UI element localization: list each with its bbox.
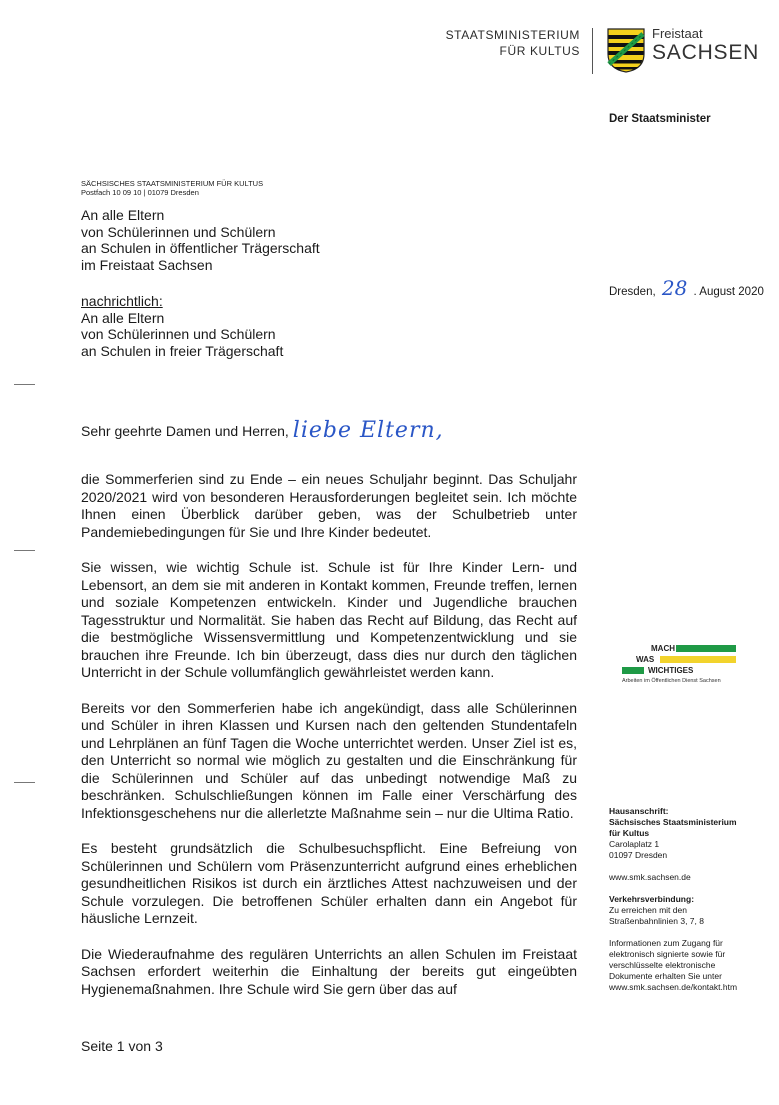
body-paragraph: Die Wiederaufnahme des regulären Unterrichts an allen Schulen im Freistaat Sachsen erfordert weiterhin die Einhaltung der bereits gut eingeübten Hygienemaßnahmen. Ihre Schule wird Sie gern über das auf bbox=[81, 945, 577, 997]
page-number: Seite 1 von 3 bbox=[81, 1038, 163, 1054]
campaign-bar-green bbox=[676, 645, 736, 652]
body-paragraph: die Sommerferien sind zu Ende – ein neues Schuljahr beginnt. Das Schuljahr 2020/2021 wird von besonderen Herausforderungen begleitet sein. Ich möchte Ihnen einen Überblick darüber geben, was der Schulbetrieb unter Pandemiebedingungen für Sie und Ihre Kinder bedeutet. bbox=[81, 471, 577, 540]
info-line: verschlüsselte elektronische bbox=[609, 960, 716, 970]
postal-address bbox=[609, 806, 769, 861]
transport-line: Zu erreichen mit den bbox=[609, 905, 687, 915]
campaign-word-mach: MACH bbox=[651, 644, 675, 653]
salutation bbox=[81, 418, 444, 443]
fold-mark bbox=[14, 550, 35, 551]
ministry-name bbox=[420, 27, 580, 59]
postal-city: 01097 Dresden bbox=[609, 850, 668, 860]
body-paragraph: Es besteht grundsätzlich die Schulbesuchspflicht. Eine Befreiung von Schülerinnen und Schülern vom Präsenzunterricht aufgrund eines erheblichen gesundheitlichen Risikos ist durch ein ärztliches Attest nachzuweisen und der Schule vorzulegen. Die betroffenen Schüler erhalten dann ein Angebot für häusliche Lernzeit. bbox=[81, 840, 577, 926]
recipient-line: An alle Eltern bbox=[81, 207, 165, 223]
postal-street: Carolaplatz 1 bbox=[609, 839, 660, 849]
saxony-coat-of-arms-icon bbox=[607, 28, 645, 73]
cc-label: nachrichtlich: bbox=[81, 293, 163, 309]
transport-line: Straßenbahnlinien 3, 7, 8 bbox=[609, 916, 704, 926]
body-paragraph: Bereits vor den Sommerferien habe ich angekündigt, dass alle Schülerinnen und Schüler in ihren Klassen und Kursen nach den geltenden Stundentafeln und Lehrplänen an fünf Tagen die Woche unterrichtet werden. Unser Ziel ist es, den Unterricht so normal wie möglich zu gestalten und die Einschränkung für die Schülerinnen und Schüler auf das unbedingt notwendige Maß zu beschränken. Schulschließungen können im Falle einer Verschärfung des Infektionsgeschehens nur die allerletzte Maßnahme sein – nur die Ultima Ratio. bbox=[81, 699, 577, 821]
date-month-year: . August 2020 bbox=[693, 286, 764, 298]
state-label bbox=[652, 27, 759, 65]
cc-line: An alle Eltern bbox=[81, 309, 165, 326]
website-link[interactable]: www.smk.sachsen.de bbox=[609, 872, 691, 882]
minister-title: Der Staatsminister bbox=[609, 113, 711, 125]
contact-link[interactable]: www.smk.sachsen.de/kontakt.htm bbox=[609, 982, 738, 992]
recipient-line: an Schulen in öffentlicher Trägerschaft bbox=[81, 240, 320, 256]
info-line: elektronisch signierte sowie für bbox=[609, 949, 726, 959]
transport-info bbox=[609, 894, 769, 927]
return-address-line1: SÄCHSISCHES STAATSMINISTERIUM FÜR KULTUS bbox=[81, 179, 264, 188]
cc-block bbox=[81, 293, 283, 359]
letter-body bbox=[81, 471, 577, 1016]
sidebar-contact-info bbox=[609, 806, 769, 1004]
recipient-line: von Schülerinnen und Schülern bbox=[81, 223, 276, 240]
ministry-name-line1: STAATSMINISTERIUM bbox=[445, 28, 580, 42]
header-divider bbox=[592, 28, 593, 74]
salutation-text: Sehr geehrte Damen und Herren, bbox=[81, 422, 289, 439]
campaign-word-wichtiges: WICHTIGES bbox=[648, 666, 694, 675]
return-address-line2: Postfach 10 09 10 | 01079 Dresden bbox=[81, 188, 199, 197]
date-day-handwritten: 28 bbox=[661, 276, 688, 300]
campaign-bar-yellow bbox=[660, 656, 736, 663]
body-paragraph: Sie wissen, wie wichtig Schule ist. Schule ist für Ihre Kinder Lern- und Lebensort, an dem sie mit anderen in Kontakt kommen, Freunde treffen, lernen und soziale Kompetenzen entwickeln. Kinder und Jugendliche brauchen Tagesstruktur und Normalität. Sie haben das Recht auf Bildung, das Recht auf die bestmögliche Wissensvermittlung und Kompetenzentwicklung und sie brauchen ihre Freunde. Ich bin überzeugt, dass dies nur durch den täglichen Unterricht in der Schule vollumfänglich gewährleistet werden kann. bbox=[81, 559, 577, 680]
campaign-logo bbox=[622, 641, 747, 689]
postal-name: Sächsisches Staatsministerium bbox=[609, 817, 737, 827]
campaign-bar-green bbox=[622, 667, 644, 674]
fold-mark bbox=[14, 384, 35, 385]
state-label-top: Freistaat bbox=[652, 26, 703, 41]
fold-mark bbox=[14, 782, 35, 783]
info-line: Informationen zum Zugang für bbox=[609, 938, 723, 948]
handwritten-greeting: liebe Eltern, bbox=[292, 418, 444, 443]
campaign-tagline: Arbeiten im Öffentlichen Dienst Sachsen bbox=[622, 678, 721, 684]
recipient-line: im Freistaat Sachsen bbox=[81, 256, 213, 273]
ministry-name-line2: FÜR KULTUS bbox=[499, 44, 580, 58]
cc-line: an Schulen in freier Trägerschaft bbox=[81, 342, 284, 359]
info-line: Dokumente erhalten Sie unter bbox=[609, 971, 722, 981]
recipient-block bbox=[81, 207, 320, 273]
letter-date bbox=[609, 276, 764, 300]
postal-name: für Kultus bbox=[609, 828, 650, 838]
electronic-docs-info bbox=[609, 938, 769, 993]
state-label-main: SACHSEN bbox=[652, 41, 760, 64]
campaign-word-was: WAS bbox=[636, 655, 655, 664]
transport-label: Verkehrsverbindung: bbox=[609, 894, 695, 904]
date-city: Dresden, bbox=[609, 286, 656, 298]
return-address bbox=[81, 179, 263, 197]
postal-label: Hausanschrift: bbox=[609, 806, 669, 816]
cc-line: von Schülerinnen und Schülern bbox=[81, 326, 276, 342]
